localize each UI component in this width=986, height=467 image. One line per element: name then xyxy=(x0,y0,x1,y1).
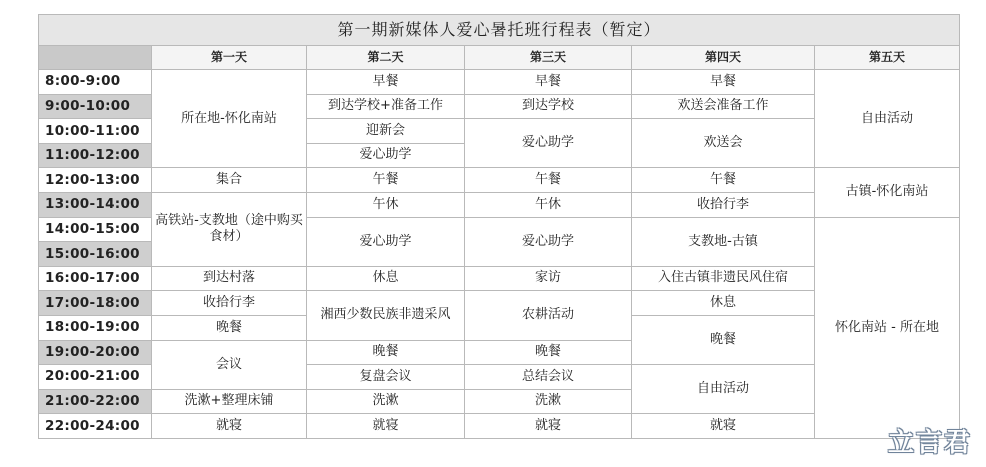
time-slot: 20:00-21:00 xyxy=(39,365,152,390)
day4-cell: 欢送会准备工作 xyxy=(632,94,815,119)
day2-cell: 就寝 xyxy=(307,414,465,439)
day1-cell: 晚餐 xyxy=(152,315,307,340)
day2-cell: 晚餐 xyxy=(307,340,465,365)
header-day2: 第二天 xyxy=(307,46,465,70)
schedule-title: 第一期新媒体人爱心暑托班行程表（暂定） xyxy=(39,15,960,46)
day2-cell: 复盘会议 xyxy=(307,365,465,390)
day1-cell: 收拾行李 xyxy=(152,291,307,316)
day3-cell: 总结会议 xyxy=(465,365,632,390)
day3-cell: 早餐 xyxy=(465,70,632,95)
day3-cell: 农耕活动 xyxy=(465,291,632,340)
day4-cell: 自由活动 xyxy=(632,365,815,414)
time-slot: 13:00-14:00 xyxy=(39,192,152,217)
day4-cell: 就寝 xyxy=(632,414,815,439)
header-day3: 第三天 xyxy=(465,46,632,70)
day4-cell: 支教地-古镇 xyxy=(632,217,815,266)
header-day5: 第五天 xyxy=(815,46,960,70)
time-slot: 9:00-10:00 xyxy=(39,94,152,119)
header-corner xyxy=(39,46,152,70)
day3-cell: 爱心助学 xyxy=(465,217,632,266)
time-slot: 12:00-13:00 xyxy=(39,168,152,193)
time-slot: 16:00-17:00 xyxy=(39,266,152,291)
day1-cell: 洗漱+整理床铺 xyxy=(152,389,307,414)
day1-cell: 到达村落 xyxy=(152,266,307,291)
day2-cell: 洗漱 xyxy=(307,389,465,414)
day2-cell: 午休 xyxy=(307,192,465,217)
time-slot: 11:00-12:00 xyxy=(39,143,152,168)
day3-cell: 家访 xyxy=(465,266,632,291)
day5-cell: 古镇-怀化南站 xyxy=(815,168,960,217)
day1-cell: 集合 xyxy=(152,168,307,193)
day2-cell: 到达学校+准备工作 xyxy=(307,94,465,119)
day1-cell: 就寝 xyxy=(152,414,307,439)
time-slot: 22:00-24:00 xyxy=(39,414,152,439)
time-slot: 18:00-19:00 xyxy=(39,315,152,340)
time-slot: 15:00-16:00 xyxy=(39,242,152,267)
day5-cell: 怀化南站 - 所在地 xyxy=(815,217,960,438)
day1-cell: 所在地-怀化南站 xyxy=(152,70,307,168)
header-day1: 第一天 xyxy=(152,46,307,70)
day4-cell: 晚餐 xyxy=(632,315,815,364)
day2-cell: 早餐 xyxy=(307,70,465,95)
day2-cell: 午餐 xyxy=(307,168,465,193)
time-slot: 8:00-9:00 xyxy=(39,70,152,95)
day4-cell: 收拾行李 xyxy=(632,192,815,217)
time-slot: 21:00-22:00 xyxy=(39,389,152,414)
day3-cell: 午休 xyxy=(465,192,632,217)
day1-cell: 会议 xyxy=(152,340,307,389)
day3-cell: 晚餐 xyxy=(465,340,632,365)
day1-cell: 高铁站-支教地（途中购买食材） xyxy=(152,192,307,266)
day2-cell: 湘西少数民族非遗采风 xyxy=(307,291,465,340)
day4-cell: 休息 xyxy=(632,291,815,316)
time-slot: 17:00-18:00 xyxy=(39,291,152,316)
day3-cell: 就寝 xyxy=(465,414,632,439)
day2-cell: 爱心助学 xyxy=(307,143,465,168)
day3-cell: 到达学校 xyxy=(465,94,632,119)
time-slot: 14:00-15:00 xyxy=(39,217,152,242)
day4-cell: 早餐 xyxy=(632,70,815,95)
time-slot: 10:00-11:00 xyxy=(39,119,152,144)
time-slot: 19:00-20:00 xyxy=(39,340,152,365)
header-day4: 第四天 xyxy=(632,46,815,70)
schedule-container xyxy=(38,14,959,439)
day4-cell: 欢送会 xyxy=(632,119,815,168)
day2-cell: 爱心助学 xyxy=(307,217,465,266)
day2-cell: 迎新会 xyxy=(307,119,465,144)
day5-cell: 自由活动 xyxy=(815,70,960,168)
day4-cell: 午餐 xyxy=(632,168,815,193)
day3-cell: 午餐 xyxy=(465,168,632,193)
day2-cell: 休息 xyxy=(307,266,465,291)
day4-cell: 入住古镇非遗民风住宿 xyxy=(632,266,815,291)
day3-cell: 洗漱 xyxy=(465,389,632,414)
day3-cell: 爱心助学 xyxy=(465,119,632,168)
watermark-text: 立言君 xyxy=(887,428,972,458)
schedule-table xyxy=(38,14,960,439)
